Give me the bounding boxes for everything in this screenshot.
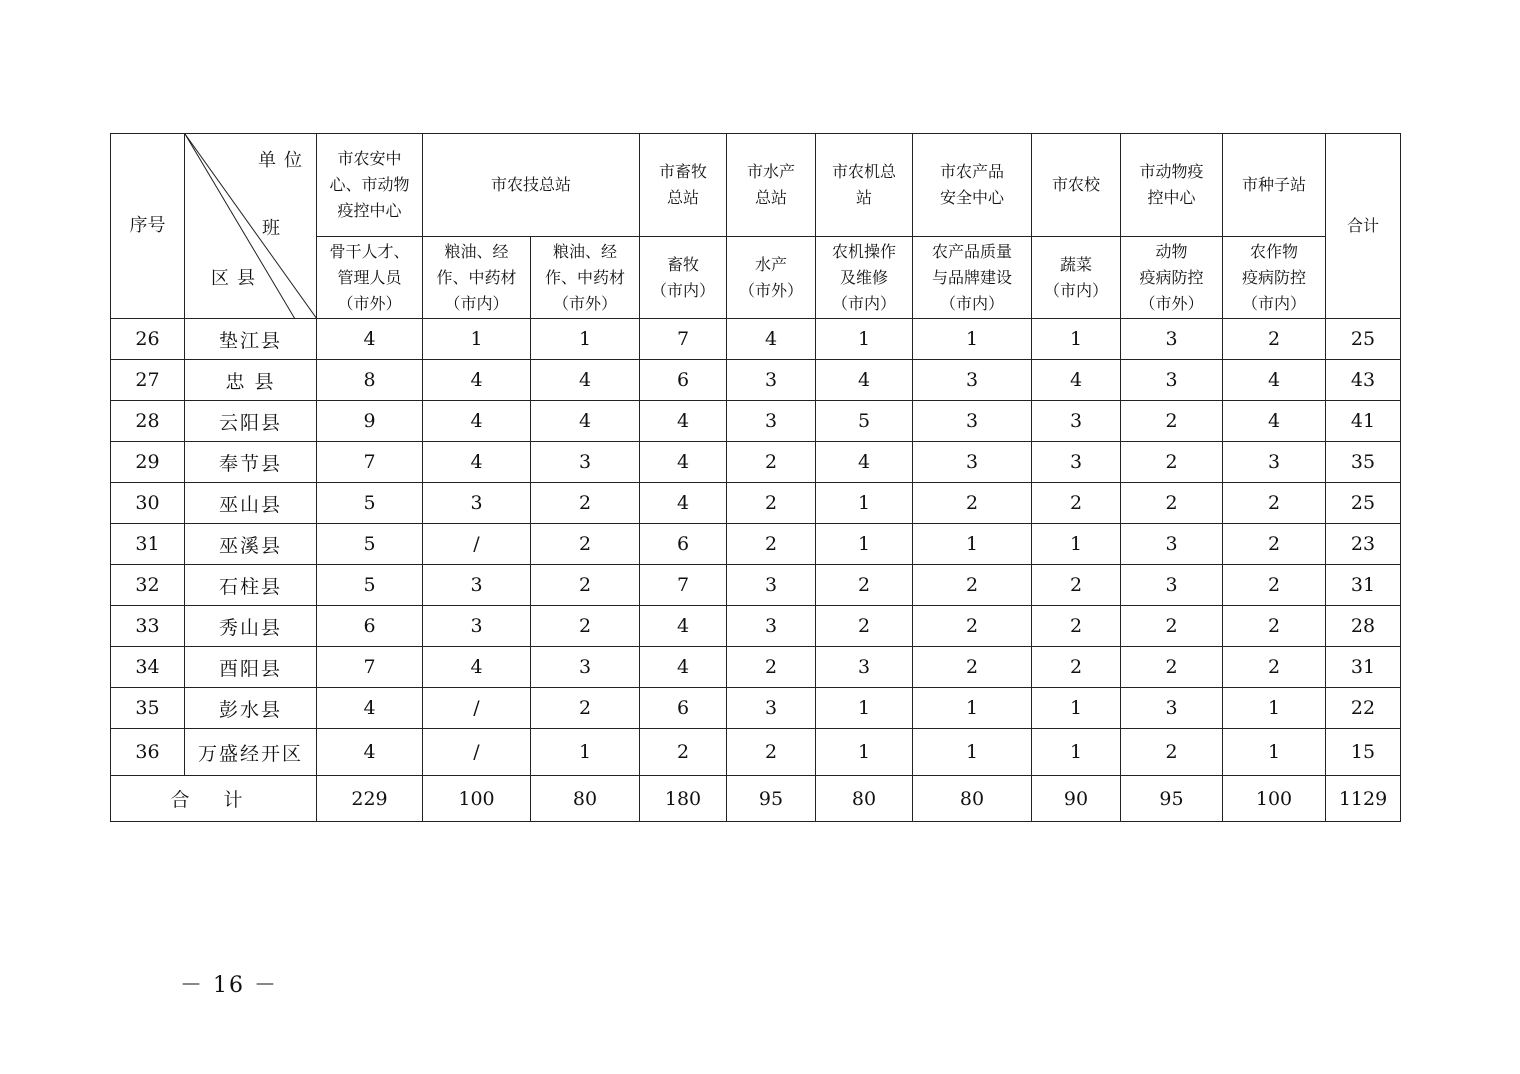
value-cell: 2 (913, 647, 1032, 688)
value-cell: 3 (727, 688, 816, 729)
sum-cell: 100 (1223, 776, 1326, 822)
seq-cell: 26 (111, 319, 185, 360)
value-cell: 1 (913, 729, 1032, 776)
county-cell: 酉阳县 (185, 647, 317, 688)
sum-row (111, 776, 1401, 822)
unit-header: 市农技总站 (423, 134, 640, 237)
sum-cell: 100 (423, 776, 531, 822)
county-cell: 石柱县 (185, 565, 317, 606)
value-cell: 1 (913, 688, 1032, 729)
class-header: 粮油、经 作、中药材 （市外） (531, 237, 640, 319)
value-cell: 4 (1223, 360, 1326, 401)
unit-header: 市农安中 心、市动物 疫控中心 (317, 134, 423, 237)
value-cell: 2 (1032, 483, 1121, 524)
table-row (111, 606, 1401, 647)
grand-total-cell: 1129 (1326, 776, 1401, 822)
value-cell: 3 (913, 401, 1032, 442)
value-cell: 2 (1121, 606, 1223, 647)
value-cell: 6 (640, 360, 727, 401)
value-cell: 2 (1223, 606, 1326, 647)
class-header: 骨干人才、 管理人员 （市外） (317, 237, 423, 319)
table-row (111, 442, 1401, 483)
value-cell: 2 (913, 483, 1032, 524)
value-cell: 5 (317, 565, 423, 606)
value-cell: 3 (1121, 360, 1223, 401)
value-cell: / (423, 524, 531, 565)
value-cell: 2 (1223, 647, 1326, 688)
value-cell: 1 (816, 729, 913, 776)
value-cell: 3 (531, 647, 640, 688)
value-cell: 2 (913, 565, 1032, 606)
table-row (111, 483, 1401, 524)
value-cell: 1 (1032, 524, 1121, 565)
row-total-cell: 28 (1326, 606, 1401, 647)
table-row (111, 565, 1401, 606)
value-cell: / (423, 729, 531, 776)
unit-header: 市农校 (1032, 134, 1121, 237)
unit-header: 市动物疫 控中心 (1121, 134, 1223, 237)
value-cell: 3 (423, 483, 531, 524)
value-cell: 2 (1223, 483, 1326, 524)
value-cell: 3 (1032, 401, 1121, 442)
value-cell: 1 (1032, 319, 1121, 360)
value-cell: 6 (317, 606, 423, 647)
value-cell: 5 (317, 524, 423, 565)
allocation-table (110, 133, 1401, 822)
value-cell: 2 (1121, 401, 1223, 442)
value-cell: 4 (423, 647, 531, 688)
class-header: 农作物 疫病防控 （市内） (1223, 237, 1326, 319)
class-header: 水产 （市外） (727, 237, 816, 319)
seq-cell: 36 (111, 729, 185, 776)
value-cell: 2 (1121, 729, 1223, 776)
value-cell: 4 (640, 401, 727, 442)
county-corner-label: 区县 (211, 268, 263, 289)
value-cell: 4 (816, 360, 913, 401)
sum-cell: 80 (816, 776, 913, 822)
value-cell: 3 (816, 647, 913, 688)
value-cell: 2 (531, 483, 640, 524)
value-cell: 2 (531, 524, 640, 565)
value-cell: 8 (317, 360, 423, 401)
value-cell: 2 (1121, 647, 1223, 688)
table-row (111, 360, 1401, 401)
value-cell: 2 (1223, 565, 1326, 606)
county-cell: 秀山县 (185, 606, 317, 647)
value-cell: 1 (531, 729, 640, 776)
header-row-units (111, 134, 1401, 237)
value-cell: 2 (531, 606, 640, 647)
value-cell: 5 (317, 483, 423, 524)
value-cell: 2 (1032, 647, 1121, 688)
value-cell: 3 (913, 442, 1032, 483)
value-cell: 9 (317, 401, 423, 442)
row-total-cell: 35 (1326, 442, 1401, 483)
table-row (111, 647, 1401, 688)
value-cell: 1 (1223, 688, 1326, 729)
value-cell: 7 (317, 647, 423, 688)
row-total-cell: 31 (1326, 647, 1401, 688)
page-number: － 16 － (180, 973, 278, 998)
table-row (111, 729, 1401, 776)
value-cell: 1 (423, 319, 531, 360)
sum-cell: 229 (317, 776, 423, 822)
sum-cell: 80 (531, 776, 640, 822)
value-cell: 3 (1223, 442, 1326, 483)
value-cell: 4 (1032, 360, 1121, 401)
value-cell: 2 (727, 647, 816, 688)
county-cell: 奉节县 (185, 442, 317, 483)
value-cell: 1 (1223, 729, 1326, 776)
value-cell: 3 (423, 565, 531, 606)
seq-cell: 27 (111, 360, 185, 401)
value-cell: 4 (640, 647, 727, 688)
row-total-cell: 23 (1326, 524, 1401, 565)
table-row (111, 401, 1401, 442)
value-cell: 3 (1032, 442, 1121, 483)
total-header: 合计 (1326, 134, 1401, 319)
value-cell: 2 (1121, 442, 1223, 483)
sum-label: 合 计 (111, 776, 317, 822)
row-total-cell: 22 (1326, 688, 1401, 729)
row-total-cell: 25 (1326, 483, 1401, 524)
value-cell: 4 (317, 319, 423, 360)
table-body (111, 319, 1401, 776)
seq-cell: 30 (111, 483, 185, 524)
seq-cell: 34 (111, 647, 185, 688)
value-cell: 6 (640, 524, 727, 565)
value-cell: 1 (1032, 688, 1121, 729)
county-cell: 云阳县 (185, 401, 317, 442)
seq-header: 序号 (111, 134, 185, 319)
value-cell: 4 (531, 360, 640, 401)
value-cell: 3 (913, 360, 1032, 401)
value-cell: 2 (531, 565, 640, 606)
unit-header: 市农机总 站 (816, 134, 913, 237)
seq-cell: 29 (111, 442, 185, 483)
value-cell: 3 (727, 565, 816, 606)
value-cell: 3 (1121, 319, 1223, 360)
value-cell: 4 (317, 729, 423, 776)
value-cell: 1 (1032, 729, 1121, 776)
value-cell: 2 (816, 565, 913, 606)
value-cell: 1 (531, 319, 640, 360)
value-cell: 5 (816, 401, 913, 442)
row-total-cell: 31 (1326, 565, 1401, 606)
table-row (111, 688, 1401, 729)
county-cell: 万盛经开区 (185, 729, 317, 776)
seq-cell: 31 (111, 524, 185, 565)
class-header: 蔬菜 （市内） (1032, 237, 1121, 319)
value-cell: 3 (1121, 565, 1223, 606)
value-cell: 1 (816, 524, 913, 565)
class-header: 粮油、经 作、中药材 （市内） (423, 237, 531, 319)
value-cell: 3 (727, 360, 816, 401)
unit-header: 市畜牧 总站 (640, 134, 727, 237)
table-row (111, 319, 1401, 360)
value-cell: 3 (531, 442, 640, 483)
value-cell: 2 (816, 606, 913, 647)
value-cell: 7 (640, 319, 727, 360)
class-header: 动物 疫病防控 （市外） (1121, 237, 1223, 319)
class-header: 农机操作 及维修 （市内） (816, 237, 913, 319)
value-cell: 1 (816, 319, 913, 360)
unit-header: 市种子站 (1223, 134, 1326, 237)
value-cell: 3 (727, 606, 816, 647)
row-total-cell: 41 (1326, 401, 1401, 442)
value-cell: 4 (317, 688, 423, 729)
sum-cell: 90 (1032, 776, 1121, 822)
value-cell: 3 (423, 606, 531, 647)
diagonal-header-cell (185, 134, 317, 319)
value-cell: 7 (640, 565, 727, 606)
value-cell: 1 (913, 524, 1032, 565)
class-header: 农产品质量 与品牌建设 （市内） (913, 237, 1032, 319)
value-cell: 3 (727, 401, 816, 442)
value-cell: 1 (816, 483, 913, 524)
county-cell: 巫山县 (185, 483, 317, 524)
value-cell: 4 (816, 442, 913, 483)
row-total-cell: 15 (1326, 729, 1401, 776)
value-cell: 2 (727, 524, 816, 565)
value-cell: 2 (1223, 319, 1326, 360)
value-cell: 2 (727, 729, 816, 776)
value-cell: 6 (640, 688, 727, 729)
value-cell: 2 (1223, 524, 1326, 565)
value-cell: 2 (1032, 606, 1121, 647)
row-total-cell: 43 (1326, 360, 1401, 401)
value-cell: 4 (640, 606, 727, 647)
sum-cell: 95 (727, 776, 816, 822)
sum-cell: 180 (640, 776, 727, 822)
value-cell: 4 (1223, 401, 1326, 442)
value-cell: 2 (531, 688, 640, 729)
value-cell: 7 (317, 442, 423, 483)
value-cell: 2 (913, 606, 1032, 647)
county-cell: 彭水县 (185, 688, 317, 729)
value-cell: 4 (640, 483, 727, 524)
value-cell: 2 (727, 483, 816, 524)
value-cell: 2 (1121, 483, 1223, 524)
value-cell: 2 (1032, 565, 1121, 606)
class-corner-label: 班 (262, 218, 288, 239)
table-row (111, 524, 1401, 565)
county-cell: 垫江县 (185, 319, 317, 360)
row-total-cell: 25 (1326, 319, 1401, 360)
unit-header: 市农产品 安全中心 (913, 134, 1032, 237)
value-cell: 3 (1121, 688, 1223, 729)
value-cell: 2 (727, 442, 816, 483)
unit-corner-label: 单位 (258, 150, 310, 171)
seq-cell: 33 (111, 606, 185, 647)
value-cell: / (423, 688, 531, 729)
value-cell: 4 (531, 401, 640, 442)
class-header: 畜牧 （市内） (640, 237, 727, 319)
value-cell: 4 (640, 442, 727, 483)
sum-cell: 95 (1121, 776, 1223, 822)
county-cell: 忠 县 (185, 360, 317, 401)
seq-cell: 35 (111, 688, 185, 729)
seq-cell: 28 (111, 401, 185, 442)
seq-cell: 32 (111, 565, 185, 606)
value-cell: 2 (640, 729, 727, 776)
value-cell: 4 (423, 360, 531, 401)
value-cell: 4 (727, 319, 816, 360)
value-cell: 1 (913, 319, 1032, 360)
sum-cell: 80 (913, 776, 1032, 822)
value-cell: 4 (423, 401, 531, 442)
county-cell: 巫溪县 (185, 524, 317, 565)
value-cell: 4 (423, 442, 531, 483)
unit-header: 市水产 总站 (727, 134, 816, 237)
value-cell: 3 (1121, 524, 1223, 565)
value-cell: 1 (816, 688, 913, 729)
